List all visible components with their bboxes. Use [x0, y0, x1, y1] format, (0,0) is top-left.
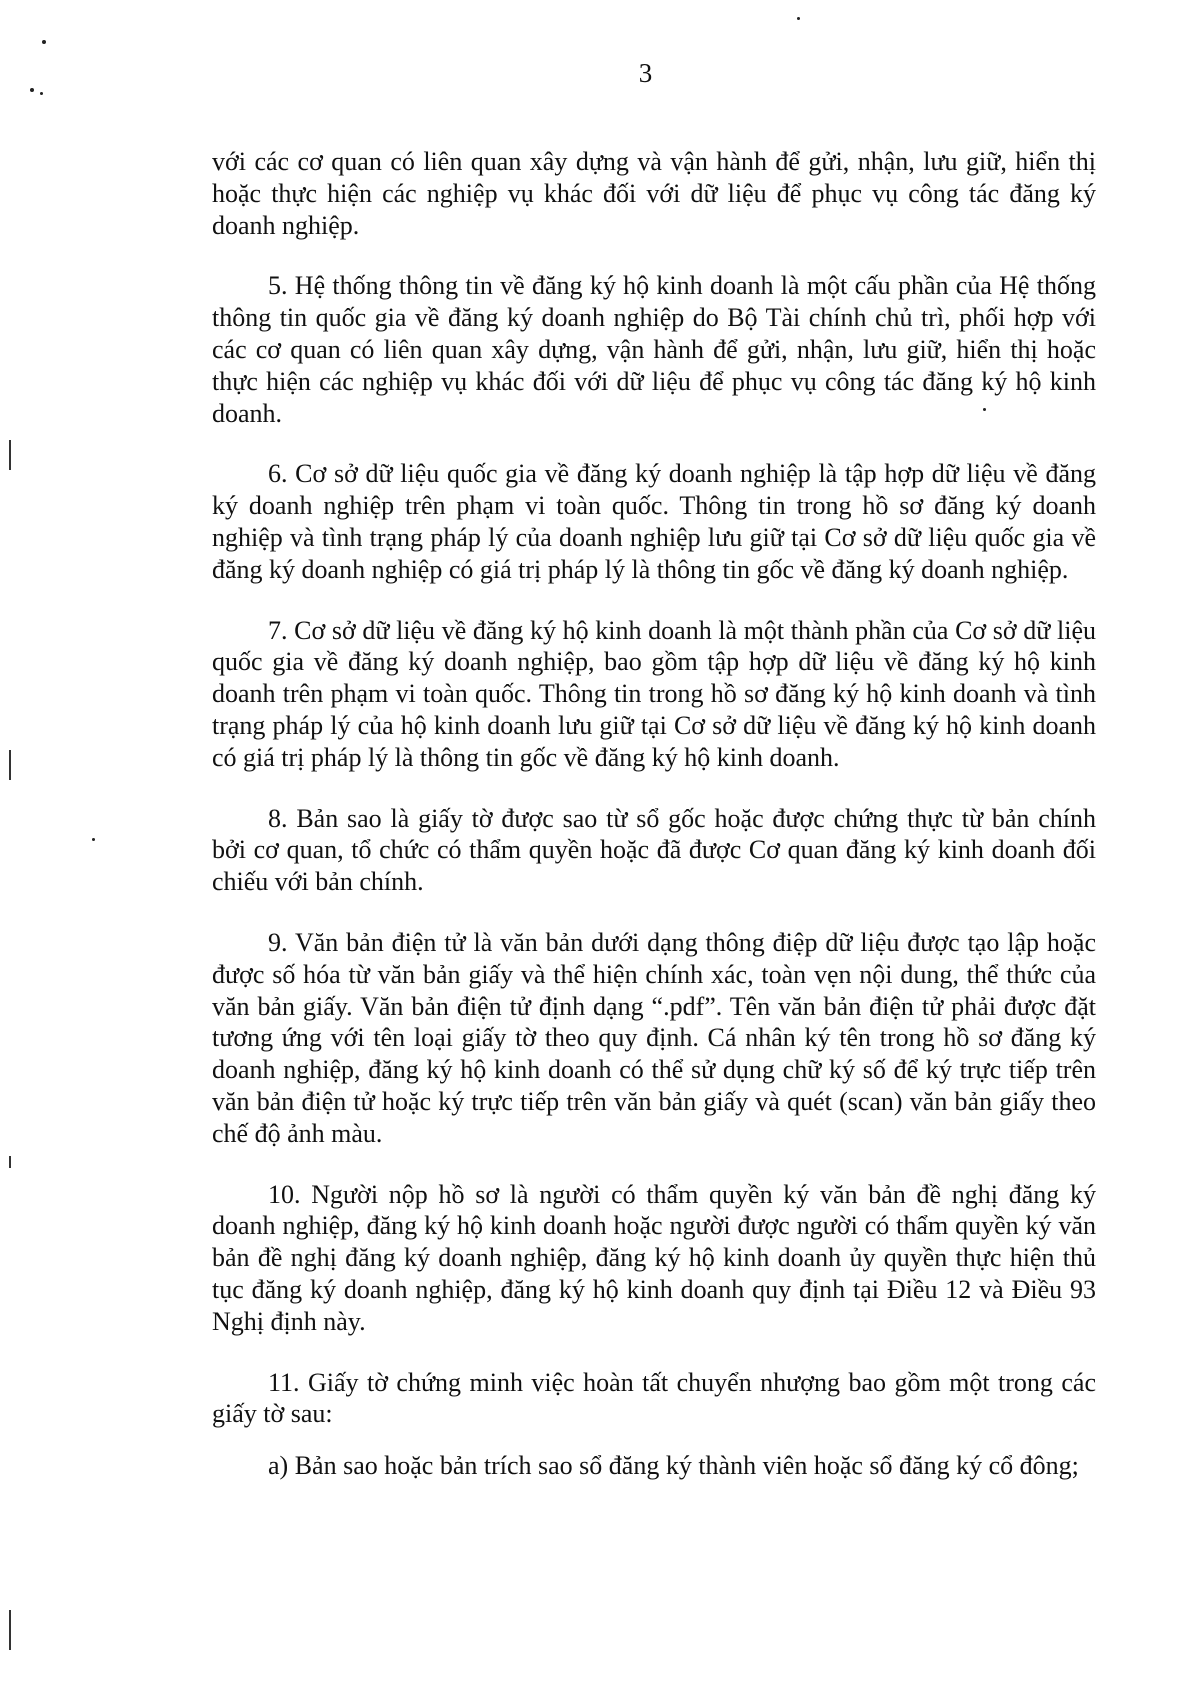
- paragraph-item-6: 6. Cơ sở dữ liệu quốc gia về đăng ký doanh nghiệp là tập hợp dữ liệu về đăng ký doanh nghiệp trên phạm vi toàn quốc. Thông tin trong hồ sơ đăng ký doanh nghiệp và tình trạng pháp lý của doanh nghiệp lưu giữ tại Cơ sở dữ liệu quốc gia về đăng ký doanh nghiệp có giá trị pháp lý là thông tin gốc về đăng ký doanh nghiệp.: [212, 459, 1096, 584]
- scan-mark: [9, 1610, 11, 1650]
- page-number: 3: [638, 58, 653, 88]
- document-body: [212, 146, 1096, 1511]
- paragraph-item-7: 7. Cơ sở dữ liệu về đăng ký hộ kinh doanh là một thành phần của Cơ sở dữ liệu quốc gia về đăng ký doanh nghiệp, bao gồm tập hợp dữ liệu về đăng ký hộ kinh doanh trên phạm vi toàn quốc. Thông tin trong hồ sơ đăng ký hộ kinh doanh và tình trạng pháp lý của hộ kinh doanh lưu giữ tại Cơ sở dữ liệu về đăng ký hộ kinh doanh có giá trị pháp lý là thông tin gốc về đăng ký hộ kinh doanh.: [212, 615, 1096, 772]
- scan-mark: [9, 1156, 11, 1168]
- paragraph-item-11a: a) Bản sao hoặc bản trích sao sổ đăng ký thành viên hoặc sổ đăng ký cổ đông;: [268, 1451, 1079, 1481]
- paragraph-item-5: 5. Hệ thống thông tin về đăng ký hộ kinh doanh là một cấu phần của Hệ thống thông tin quốc gia về đăng ký doanh nghiệp do Bộ Tài chính chủ trì, phối hợp với các cơ quan có liên quan xây dựng, vận hành để gửi, nhận, lưu giữ, hiển thị hoặc thực hiện các nghiệp vụ khác đối với dữ liệu để phục vụ công tác đăng ký hộ kinh doanh.: [212, 271, 1096, 428]
- scan-speck: [92, 838, 95, 841]
- scan-speck: [797, 17, 800, 20]
- paragraph-item-9: 9. Văn bản điện tử là văn bản dưới dạng thông điệp dữ liệu được tạo lập hoặc được số hóa từ văn bản giấy và thể hiện chính xác, toàn vẹn nội dung, thể thức của văn bản giấy. Văn bản điện tử định dạng “.pdf”. Tên văn bản điện tử phải được đặt tương ứng với tên loại giấy tờ theo quy định. Cá nhân ký tên trong hồ sơ đăng ký doanh nghiệp, đăng ký hộ kinh doanh có thể sử dụng chữ ký số để ký trực tiếp trên văn bản điện tử hoặc ký trực tiếp trên văn bản giấy và quét (scan) văn bản giấy theo chế độ ảnh màu.: [212, 927, 1096, 1148]
- paragraph-continued: với các cơ quan có liên quan xây dựng và vận hành để gửi, nhận, lưu giữ, hiển thị hoặc thực hiện các nghiệp vụ khác đối với dữ liệu để phục vụ công tác đăng ký doanh nghiệp.: [212, 147, 1096, 240]
- scan-speck: [42, 40, 46, 44]
- scan-mark: [9, 750, 11, 780]
- paragraph-item-8: 8. Bản sao là giấy tờ được sao từ sổ gốc hoặc được chứng thực từ bản chính bởi cơ quan, tổ chức có thẩm quyền hoặc đã được Cơ quan đăng ký kinh doanh đối chiếu với bản chính.: [212, 803, 1096, 897]
- paragraph-item-10: 10. Người nộp hồ sơ là người có thẩm quyền ký văn bản đề nghị đăng ký doanh nghiệp, đăng ký hộ kinh doanh hoặc người được người có thẩm quyền ký văn bản đề nghị đăng ký doanh nghiệp, đăng ký hộ kinh doanh ủy quyền thực hiện thủ tục đăng ký doanh nghiệp, đăng ký hộ kinh doanh quy định tại Điều 12 và Điều 93 Nghị định này.: [212, 1179, 1096, 1336]
- scan-speck: [40, 92, 43, 95]
- scan-mark: [9, 440, 11, 470]
- paragraph-item-11: 11. Giấy tờ chứng minh việc hoàn tất chuyển nhượng bao gồm một trong các giấy tờ sau:: [212, 1367, 1096, 1429]
